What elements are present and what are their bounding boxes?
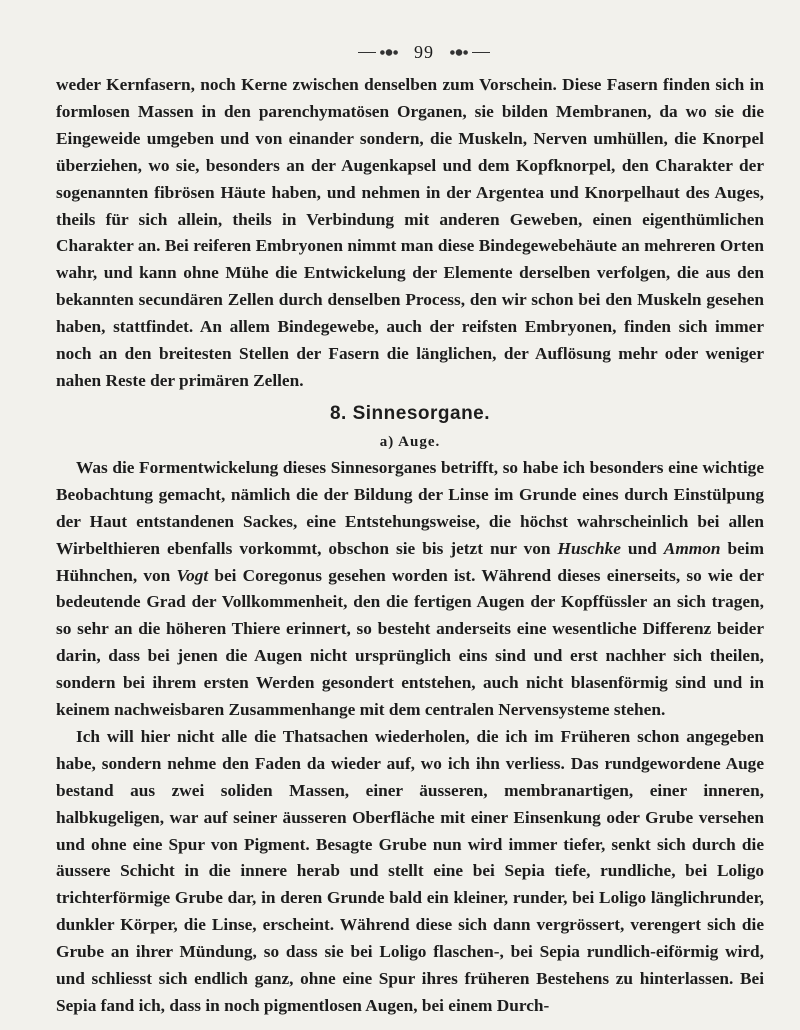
page	[56, 40, 764, 1020]
author-name: Huschke	[557, 538, 621, 558]
paragraph-fibrous-tissue: weder Kernfasern, noch Kerne zwischen denselben zum Vorschein. Diese Fasern finden sich in formlosen Massen in den parenchymatösen Organen, sie bilden Membranen, da wo sie die Eingeweide umgeben und von einander sondern, die Muskeln, Nerven umhüllen, die Knorpel überziehen, wo sie, besonders an der Augenkapsel und dem Kopfknorpel, den Charakter der sogenannten fibrösen Häute haben, und nehmen in der Argentea und Knorpelhaut des Auges, theils für sich allein, theils in Verbindung mit anderen Geweben, einen eigenthümlichen Charakter an. Bei reiferen Embryonen nimmt man diese Bindegewebehäute an mehreren Orten wahr, und kann ohne Mühe die Entwickelung der Elemente derselben verfolgen, die aus den bekannten secundären Zellen durch denselben Process, den wir schon bei den Muskeln gesehen haben, stattfindet. An allem Bindegewebe, auch der reifsten Embryonen, finden sich immer noch an den breitesten Stellen der Fasern die länglichen, der Auflösung mehr oder weniger nahen Reste der primären Zellen.	[56, 75, 764, 390]
text-run: bei Coregonus gesehen worden ist. Während dieses einerseits, so wie der bedeutende Grad der Vollkommenheit, den die fertigen Augen der Kopffüssler an sich tragen, so sehr an die höheren Thiere erinnert, so besteht anderseits eine wesentliche Differenz beider darin, dass bei jenen die Augen nicht ursprünglich eins sind und erst nachher sich theilen, sondern bei ihrem ersten Werden gesondert entstehen, auch nicht blasenförmig sind und in keinem nachweisbaren Zusammenhange mit dem centralen Nervensysteme stehen.	[56, 565, 764, 720]
paragraph-eye-development	[56, 455, 764, 724]
section-heading: 8. Sinnesorgane.	[329, 402, 491, 424]
author-name: Ammon	[663, 538, 721, 558]
author-name: Vogt	[176, 565, 209, 585]
ornament-left-icon	[358, 48, 400, 57]
text-run: Was die Formentwickelung dieses Sinnesorganes betrifft, so habe ich besonders eine wichtige Beobachtung gemacht, nämlich die der Bildung der Linse im Grunde eines durch Einstülpung der Haut entstandenen Sackes, eine Entstehungsweise, die höchst wahrscheinlich bei allen Wirbelthieren ebenfalls vorkommt, obschon sie bis jetzt nur von	[56, 457, 764, 558]
text-run: und	[620, 538, 664, 558]
paragraph-lens-formation: Ich will hier nicht alle die Thatsachen wiederholen, die ich im Früheren schon angegeben habe, sondern nehme den Faden da wieder auf, wo ich ihn verliess. Das rundgewordene Auge bestand aus zwei soliden Massen, einer äusseren, membranartigen, einer inneren, halbkugeligen, war auf seiner äusseren Oberfläche mit einer Einsenkung oder Grube versehen und ohne eine Spur von Pigment. Besagte Grube nun wird immer tiefer, senkt sich durch die äussere Schicht in die innere herab und stellt eine bei Sepia tiefe, rundliche, bei Loligo trichterförmige Grube dar, in deren Grunde bald ein kleiner, runder, bei Loligo länglichrunder, dunkler Körper, die Linse, erscheint. Während diese sich dann vergrössert, verengert sich die Grube an ihrer Mündung, so dass sie bei Loligo flaschen-, bei Sepia rundlich-eiförmig wird, und schliesst sich endlich ganz, ohne eine Spur ihres früheren Bestehens zu hinterlassen. Bei Sepia fand ich, dass in noch pigmentlosen Augen, bei einem Durch-	[56, 726, 764, 1015]
running-head	[84, 40, 764, 64]
ornament-right-icon	[448, 48, 490, 57]
text-run: beim Hühnchen, von	[56, 538, 764, 585]
subsection-heading: a) Auge.	[379, 433, 441, 450]
page-number: 99	[414, 41, 434, 62]
